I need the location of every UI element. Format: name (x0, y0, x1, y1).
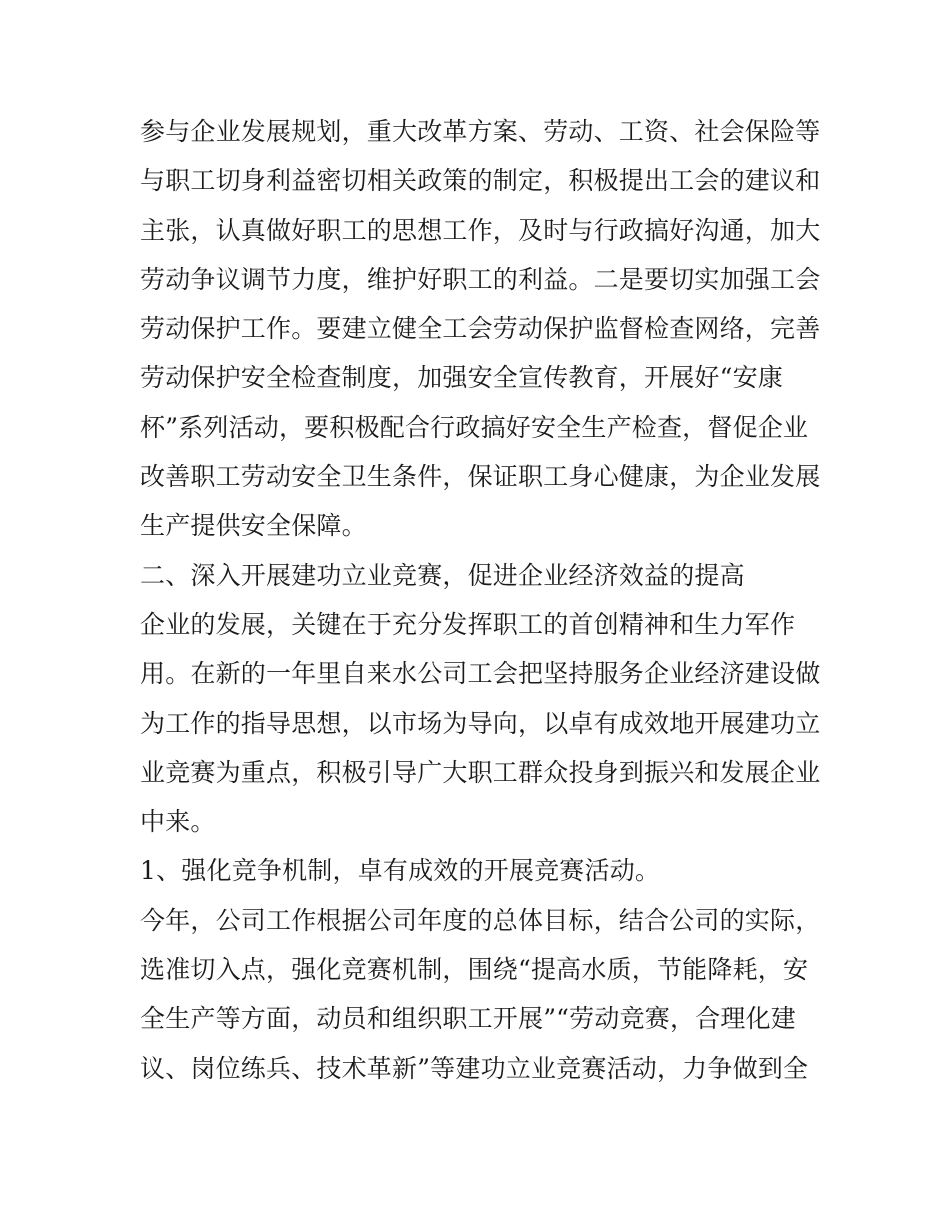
text-line-8: 改善职工劳动安全卫生条件，保证职工身心健康，为企业发展 (140, 462, 821, 492)
text-line-11: 企业的发展，关键在于充分发挥职工的首创精神和生力军作 (140, 609, 796, 639)
text-line-1: 参与企业发展规划，重大改革方案、劳动、工资、社会保险等 (140, 117, 821, 146)
text-line-18: 选准切入点，强化竞赛机制，围绕“提高水质，节能降耗，安 (140, 955, 809, 985)
text-line-15: 中来。 (140, 807, 216, 837)
text-line-2: 与职工切身利益密切相关政策的制定，积极提出工会的建议和 (140, 166, 821, 196)
text-line-9: 生产提供安全保障。 (140, 511, 367, 541)
text-line-3: 主张，认真做好职工的思想工作，及时与行政搞好沟通，加大 (140, 215, 821, 245)
text-line-20: 议、岗位练兵、技术革新”等建功立业竞赛活动，力争做到全 (140, 1053, 809, 1083)
text-line-12: 用。在新的一年里自来水公司工会把坚持服务企业经济建设做 (140, 659, 821, 689)
text-line-7: 杯”系列活动，要积极配合行政搞好安全生产检查，督促企业 (140, 412, 809, 442)
text-line-5: 劳动保护工作。要建立健全工会劳动保护监督检查网络，完善 (140, 314, 821, 344)
section-heading-2: 二、深入开展建功立业竞赛，促进企业经济效益的提高 (140, 560, 745, 590)
text-line-14: 业竞赛为重点，积极引导广大职工群众投身到振兴和发展企业 (140, 757, 821, 787)
body-text (140, 107, 830, 1093)
text-line-13: 为工作的指导思想，以市场为导向，以卓有成效地开展建功立 (140, 708, 821, 738)
text-line-19: 全生产等方面，动员和组织职工开展”“劳动竞赛，合理化建 (140, 1004, 796, 1034)
text-line-6: 劳动保护安全检查制度，加强安全宣传教育，开展好“安康 (140, 363, 783, 393)
subsection-heading-1: 1、强化竞争机制，卓有成效的开展竞赛活动。 (140, 856, 661, 886)
text-line-17: 今年，公司工作根据公司年度的总体目标，结合公司的实际， (140, 905, 821, 935)
text-line-4: 劳动争议调节力度，维护好职工的利益。二是要切实加强工会 (140, 264, 821, 294)
